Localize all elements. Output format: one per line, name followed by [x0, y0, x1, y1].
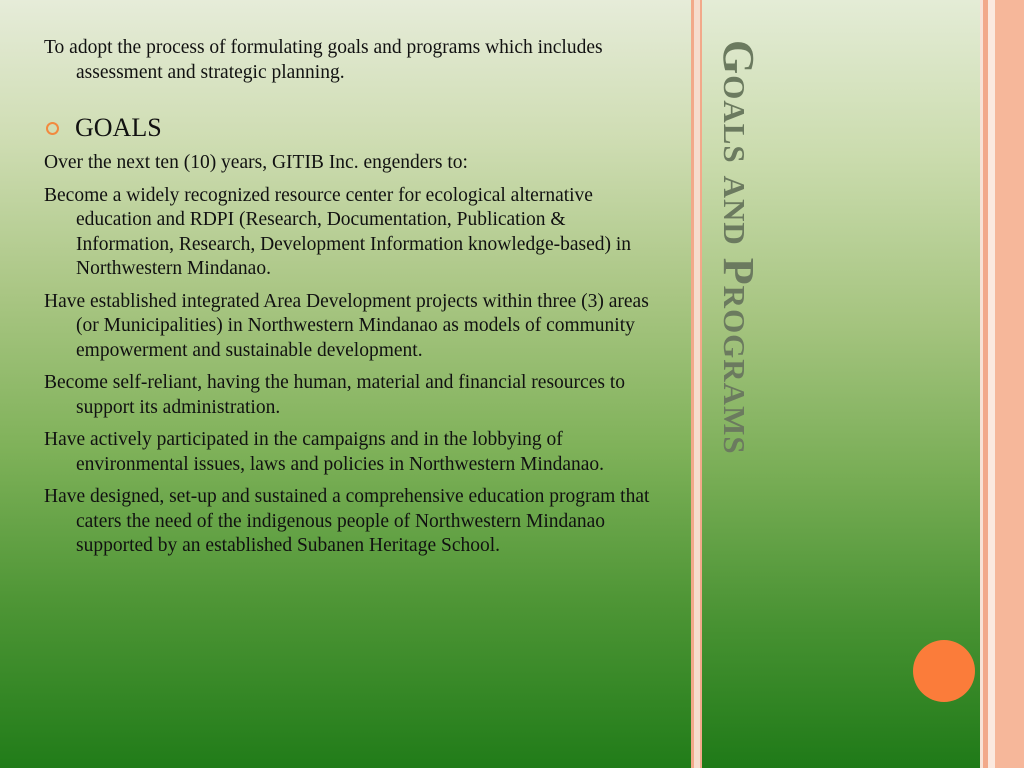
- goal-item: Become a widely recognized resource center for ecological alternative education and RDPI (Research, Documentation, Publication & Information, Research, Development Information knowledge-based) in Northwestern Mindanao.: [44, 184, 632, 279]
- slide-body: [44, 36, 666, 567]
- hollow-circle-bullet-icon: [46, 122, 59, 135]
- edge-stripe: [988, 0, 995, 768]
- goal-item: Have established integrated Area Development projects within three (3) areas (or Municipalities) in Northwestern Mindanao as models of community empowerment and sustainable development.: [44, 290, 649, 361]
- intro-paragraph: To adopt the process of formulating goals and programs which includes assessment and strategic planning.: [44, 37, 603, 83]
- goals-heading: [44, 111, 666, 145]
- slide-title: Goals and Programs: [714, 40, 763, 455]
- goal-item: Have actively participated in the campaigns and in the lobbying of environmental issues, laws and policies in Northwestern Mindanao.: [44, 429, 605, 475]
- goal-item: Become self-reliant, having the human, material and financial resources to support its administration.: [44, 372, 625, 418]
- goal-item: Have designed, set-up and sustained a comprehensive education program that caters the need of the indigenous people of Northwestern Mindanao supported by an established Subanen Heritage School.: [44, 486, 650, 556]
- goals-heading-label: GOALS: [75, 113, 162, 142]
- lead-paragraph: Over the next ten (10) years, GITIB Inc. engenders to:: [44, 152, 468, 173]
- orange-circle-decoration: [913, 640, 975, 702]
- edge-stripe: [995, 0, 1024, 768]
